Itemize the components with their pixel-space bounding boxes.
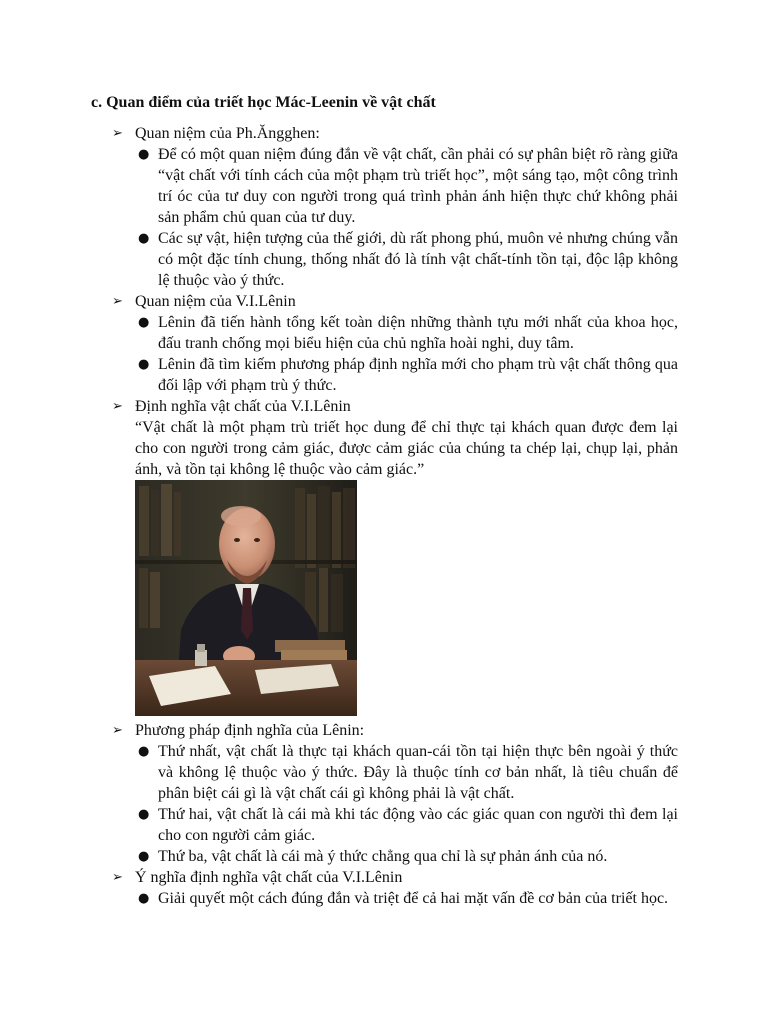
- bullet-dot-icon: ●: [138, 231, 150, 246]
- section-engels: [112, 123, 678, 291]
- section-title: Định nghĩa vật chất của V.I.Lênin: [135, 398, 351, 415]
- bullet-dot-icon: ●: [138, 315, 150, 330]
- arrow-bullet-icon: ➢: [112, 126, 123, 141]
- section-method: [112, 720, 678, 867]
- section-heading: c. Quan điểm của triết học Mác-Leenin về vật chất: [91, 94, 436, 111]
- list-item-text: Thứ nhất, vật chất là thực tại khách quan-cái tồn tại hiện thực bên ngoài ý thức và không lệ thuộc vào ý thức. Đây là thuộc tính cơ bản nhất, là tiêu chuẩn để phân biệt cái gì là vật chất cái gì không phải là vật chất.: [158, 743, 678, 802]
- arrow-bullet-icon: ➢: [112, 723, 123, 738]
- section-definition: [112, 396, 678, 716]
- section-title: Quan niệm của V.I.Lênin: [135, 293, 296, 310]
- arrow-bullet-icon: ➢: [112, 294, 123, 309]
- bullet-dot-icon: ●: [138, 744, 150, 759]
- list-item-text: Giải quyết một cách đúng đắn và triệt để cả hai mặt vấn đề cơ bản của triết học.: [158, 890, 669, 907]
- bullet-list: [135, 144, 678, 291]
- section-title: Quan niệm của Ph.Ăngghen:: [135, 125, 320, 142]
- list-item: [135, 144, 678, 228]
- section-title: Phương pháp định nghĩa của Lênin:: [135, 722, 365, 739]
- list-item-text: Thứ ba, vật chất là cái mà ý thức chẳng qua chỉ là sự phản ánh của nó.: [158, 848, 608, 865]
- list-item-text: Lênin đã tiến hành tổng kết toàn diện những thành tựu mới nhất của khoa học, đấu tranh chống mọi biểu hiện của chủ nghĩa hoài nghi, duy tâm.: [158, 314, 678, 352]
- list-item: [135, 228, 678, 291]
- list-item: [135, 804, 678, 846]
- bullet-list: [135, 312, 678, 396]
- section-lenin-view: [112, 291, 678, 396]
- list-item-text: Lênin đã tìm kiếm phương pháp định nghĩa mới cho phạm trù vật chất thông qua đối lập với phạm trù ý thức.: [158, 356, 678, 394]
- portrait-photo: [135, 480, 357, 716]
- arrow-bullet-icon: ➢: [112, 399, 123, 414]
- bullet-list: [135, 888, 678, 909]
- bullet-list: [135, 741, 678, 867]
- list-item: [135, 354, 678, 396]
- list-item-text: Thứ hai, vật chất là cái mà khi tác động vào các giác quan con người thì đem lại cho con người cảm giác.: [158, 806, 678, 844]
- section-significance: [112, 867, 678, 909]
- arrow-bullet-icon: ➢: [112, 870, 123, 885]
- list-item: [135, 846, 678, 867]
- list-item: [135, 312, 678, 354]
- bullet-dot-icon: ●: [138, 807, 150, 822]
- section-title: Ý nghĩa định nghĩa vật chất của V.I.Lênin: [135, 869, 403, 886]
- list-item-text: Các sự vật, hiện tượng của thế giới, dù rất phong phú, muôn vẻ nhưng chúng vẫn có một đặc tính chung, thống nhất đó là tính vật chất-tính tồn tại, độc lập không lệ thuộc vào ý thức.: [158, 230, 678, 289]
- list-item: [135, 888, 678, 909]
- bullet-dot-icon: ●: [138, 147, 150, 162]
- list-item: [135, 741, 678, 804]
- bullet-dot-icon: ●: [138, 357, 150, 372]
- document-body: [112, 123, 678, 909]
- definition-quote: “Vật chất là một phạm trù triết học dung để chỉ thực tại khách quan được đem lại cho con người trong cảm giác, được cảm giác của chúng ta chép lại, chụp lại, phản ánh, và tồn tại không lệ thuộc vào cảm giác.”: [135, 419, 678, 478]
- bullet-dot-icon: ●: [138, 849, 150, 864]
- bullet-dot-icon: ●: [138, 891, 150, 906]
- list-item-text: Để có một quan niệm đúng đắn về vật chất, cần phải có sự phân biệt rõ ràng giữa “vật chất với tính cách của một phạm trù triết học”, một sáng tạo, một công trình trí óc của tư duy con người trong quá trình phản ánh hiện thực chứ không phải sản phẩm chủ quan của tư duy.: [158, 146, 678, 226]
